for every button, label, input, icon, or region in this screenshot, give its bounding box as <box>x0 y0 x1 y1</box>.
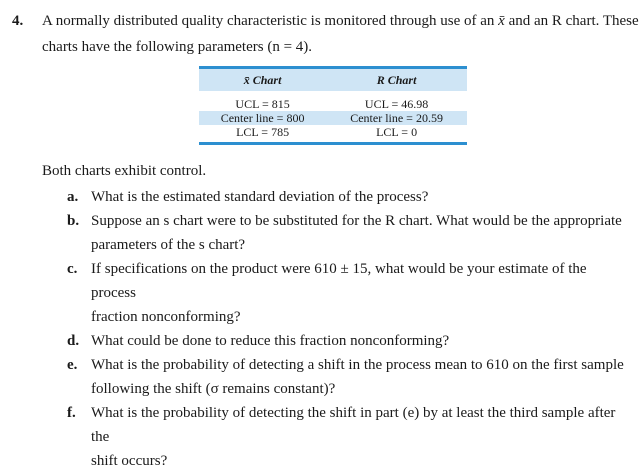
table-header-row <box>199 69 467 91</box>
problem-line-1-part-a: A normally distributed quality characteristic is monitored through use of an <box>42 13 499 29</box>
summary-text: Both charts exhibit control. <box>42 163 207 179</box>
question-line: What is the probability of detecting a shift in the process mean to 610 on the first sample <box>91 357 624 373</box>
question-e <box>42 353 632 401</box>
question-c <box>42 257 632 329</box>
parameters-table <box>199 66 467 145</box>
problem-line-1 <box>42 8 639 34</box>
question-a <box>42 185 632 209</box>
xbar-center-line: Center line = 800 <box>199 111 326 125</box>
question-line: What could be done to reduce this fraction nonconforming? <box>91 333 450 349</box>
problem-text <box>42 8 639 60</box>
question-b <box>42 209 632 257</box>
header-xbar-chart: x̄ Chart <box>199 69 326 91</box>
question-letter: a. <box>67 189 79 205</box>
question-letter: e. <box>67 357 78 373</box>
question-letter: c. <box>67 261 78 277</box>
question-line: fraction nonconforming? <box>91 309 241 325</box>
problem-line-2: charts have the following parameters (n = 4). <box>42 39 313 55</box>
table-row <box>199 125 467 139</box>
question-line: What is the estimated standard deviation of the process? <box>91 189 429 205</box>
question-line: shift occurs? <box>91 453 168 469</box>
xbar-lcl: LCL = 785 <box>236 125 290 139</box>
r-ucl: UCL = 46.98 <box>364 97 429 111</box>
r-center-line: Center line = 20.59 <box>326 111 467 125</box>
question-line: What is the probability of detecting the shift in part (e) by at least the third sample after the <box>91 405 616 445</box>
question-d <box>42 329 632 353</box>
question-letter: b. <box>67 213 80 229</box>
table-row <box>199 111 467 125</box>
question-letter: f. <box>67 405 76 421</box>
problem-number: 4. <box>12 13 24 29</box>
question-line: Suppose an s chart were to be substituted for the R chart. What would be the appropriate <box>91 213 622 229</box>
table-bottom-rule <box>199 142 467 145</box>
question-line: If specifications on the product were 610 ± 15, what would be your estimate of the process <box>91 261 587 301</box>
problem-line-1-part-b: and an R chart. These <box>504 13 639 29</box>
question-f <box>42 401 632 473</box>
xbar-ucl: UCL = 815 <box>235 97 290 111</box>
table-row <box>199 97 467 111</box>
question-line: parameters of the s chart? <box>91 237 246 253</box>
question-list <box>42 185 632 473</box>
r-lcl: LCL = 0 <box>376 125 418 139</box>
header-r-chart: R Chart <box>326 69 467 91</box>
question-letter: d. <box>67 333 80 349</box>
question-line: following the shift (σ remains constant)? <box>91 381 336 397</box>
xbar-symbol: x̄ <box>498 13 505 29</box>
